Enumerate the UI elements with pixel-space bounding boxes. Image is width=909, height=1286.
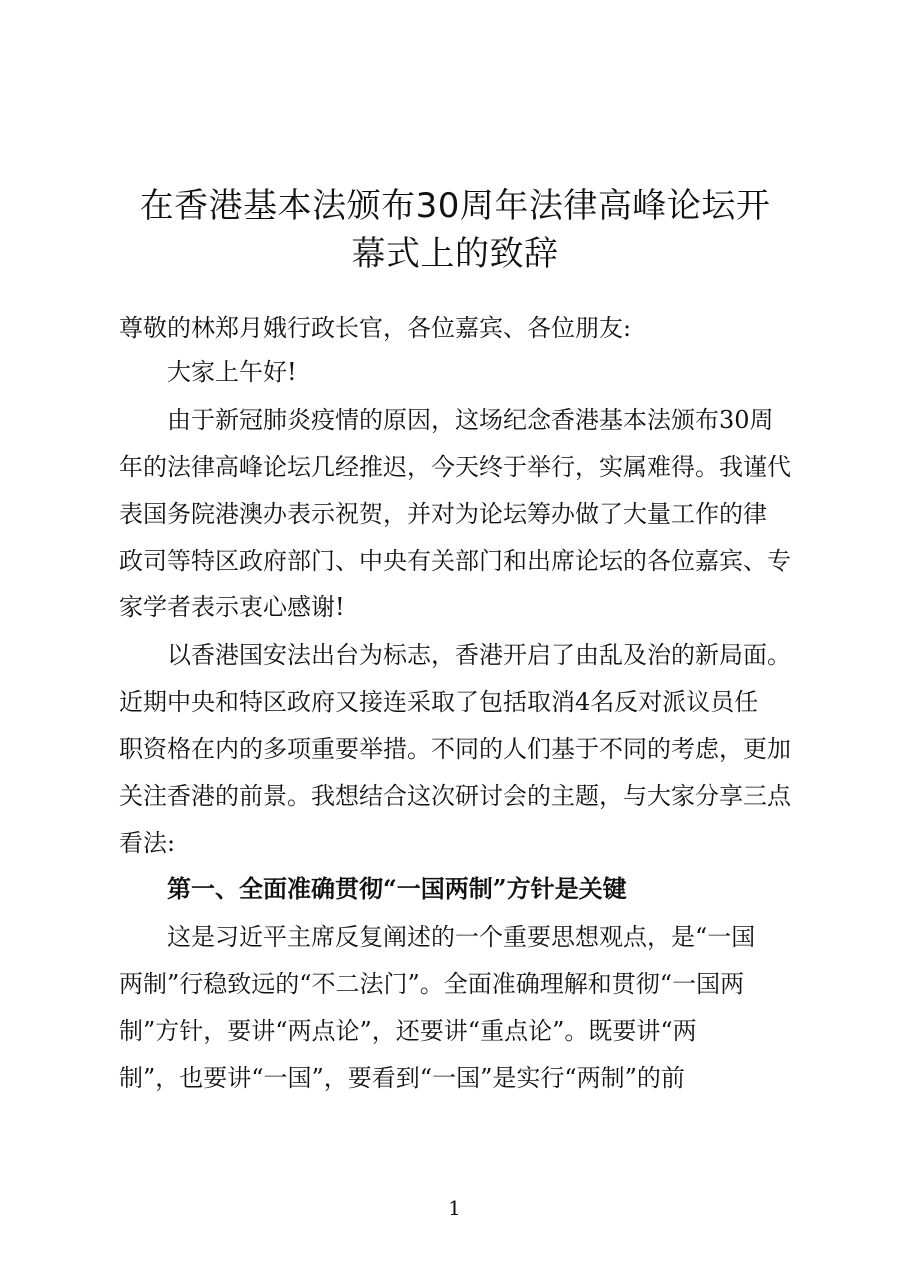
paragraph-3-line: 这是习近平主席反复阐述的一个重要思想观点，是“一国 bbox=[167, 923, 756, 951]
title-line-2: 幕式上的致辞 bbox=[351, 234, 559, 274]
paragraph-1-line: 表国务院港澳办表示祝贺，并对为论坛筹办做了大量工作的律 bbox=[119, 500, 767, 528]
salutation: 尊敬的林郑月娥行政长官，各位嘉宾、各位朋友: bbox=[119, 314, 632, 342]
paragraph-2-line: 关注香港的前景。我想结合这次研讨会的主题，与大家分享三点 bbox=[119, 782, 791, 810]
greeting: 大家上午好! bbox=[167, 358, 297, 386]
paragraph-2-line: 以香港国安法出台为标志，香港开启了由乱及治的新局面。 bbox=[167, 641, 791, 669]
paragraph-1-line: 家学者表示衷心感谢! bbox=[119, 593, 345, 621]
paragraph-3-line: 两制”行稳致远的“不二法门”。全面准确理解和贯彻“一国两 bbox=[119, 970, 745, 998]
paragraph-3-line: 制”方针，要讲“两点论”，还要讲“重点论”。既要讲“两 bbox=[119, 1017, 697, 1045]
paragraph-1-line: 政司等特区政府部门、中央有关部门和出席论坛的各位嘉宾、专 bbox=[119, 547, 791, 575]
title-line-1: 在香港基本法颁布30周年法律高峰论坛开 bbox=[139, 186, 771, 226]
paragraph-3-line: 制”，也要讲“一国”，要看到“一国”是实行“两制”的前 bbox=[119, 1064, 685, 1092]
page-number: 1 bbox=[448, 1196, 461, 1220]
section-heading: 第一、全面准确贯彻“一国两制”方针是关键 bbox=[167, 874, 627, 903]
paragraph-1-line: 由于新冠肺炎疫情的原因，这场纪念香港基本法颁布30周 bbox=[167, 406, 774, 434]
paragraph-1-line: 年的法律高峰论坛几经推迟，今天终于举行，实属难得。我谨代 bbox=[119, 453, 791, 481]
paragraph-2-line: 近期中央和特区政府又接连采取了包括取消4名反对派议员任 bbox=[119, 688, 759, 716]
paragraph-2-line: 职资格在内的多项重要举措。不同的人们基于不同的考虑，更加 bbox=[119, 735, 791, 763]
paragraph-2-line: 看法: bbox=[119, 829, 176, 857]
